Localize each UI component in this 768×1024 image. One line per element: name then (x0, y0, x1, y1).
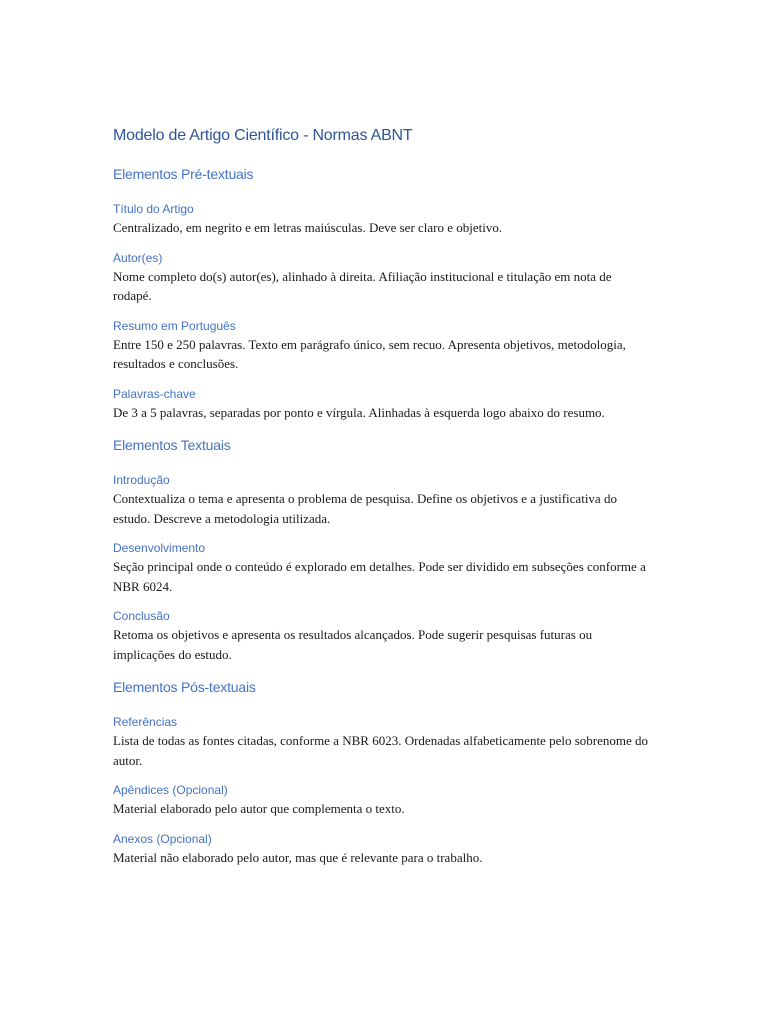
item-conclusao (113, 607, 653, 664)
item-text: Material elaborado pelo autor que complementa o texto. (113, 801, 405, 816)
section-title: Elementos Pré-textuais (113, 166, 254, 182)
item-referencias (113, 713, 653, 770)
item-text: Lista de todas as fontes citadas, conforme a NBR 6023. Ordenadas alfabeticamente pelo sobrenome do autor. (113, 733, 648, 768)
item-text: Contextualiza o tema e apresenta o problema de pesquisa. Define os objetivos e a justificativa do estudo. Descreve a metodologia utilizada. (113, 491, 617, 526)
item-heading: Desenvolvimento (113, 541, 206, 555)
item-text: Entre 150 e 250 palavras. Texto em parágrafo único, sem recuo. Apresenta objetivos, metodologia, resultados e conclusões. (113, 336, 626, 371)
item-heading: Autor(es) (113, 250, 163, 265)
item-palavras-chave (113, 385, 653, 423)
item-heading: Anexos (Opcional) (113, 831, 212, 846)
item-text: Seção principal onde o conteúdo é explorado em detalhes. Pode ser dividido em subseções conforme a NBR 6024. (113, 559, 646, 594)
item-heading: Conclusão (113, 609, 170, 623)
item-heading: Resumo em Português (113, 318, 236, 333)
item-apendices (113, 781, 653, 819)
item-anexos (113, 830, 653, 868)
item-text: Retoma os objetivos e apresenta os resultados alcançados. Pode sugerir pesquisas futuras ou implicações do estudo. (113, 627, 593, 662)
document-page (113, 124, 653, 878)
section-pre-textual (113, 162, 653, 422)
item-text: Material não elaborado pelo autor, mas que é relevante para o trabalho. (113, 849, 483, 865)
item-text: Nome completo do(s) autor(es), alinhado à direita. Afiliação institucional e titulação em nota de rodapé. (113, 268, 612, 303)
item-desenvolvimento (113, 539, 653, 596)
item-resumo (113, 317, 653, 374)
section-title: Elementos Textuais (113, 437, 231, 453)
item-heading: Referências (113, 715, 178, 729)
item-introducao (113, 471, 653, 528)
item-heading: Palavras-chave (113, 386, 196, 401)
section-textual (113, 433, 653, 664)
item-text: De 3 a 5 palavras, separadas por ponto e vírgula. Alinhadas à esquerda logo abaixo do resumo. (113, 404, 605, 420)
section-pos-textual (113, 675, 653, 867)
item-text: Centralizado, em negrito e em letras maiúsculas. Deve ser claro e objetivo. (113, 220, 503, 235)
item-heading: Título do Artigo (113, 202, 194, 216)
item-titulo-do-artigo (113, 200, 653, 238)
section-title: Elementos Pós-textuais (113, 679, 256, 695)
document-title: Modelo de Artigo Científico - Normas ABNT (113, 127, 413, 144)
item-autores (113, 249, 653, 306)
item-heading: Apêndices (Opcional) (113, 783, 228, 797)
item-heading: Introdução (113, 473, 170, 487)
